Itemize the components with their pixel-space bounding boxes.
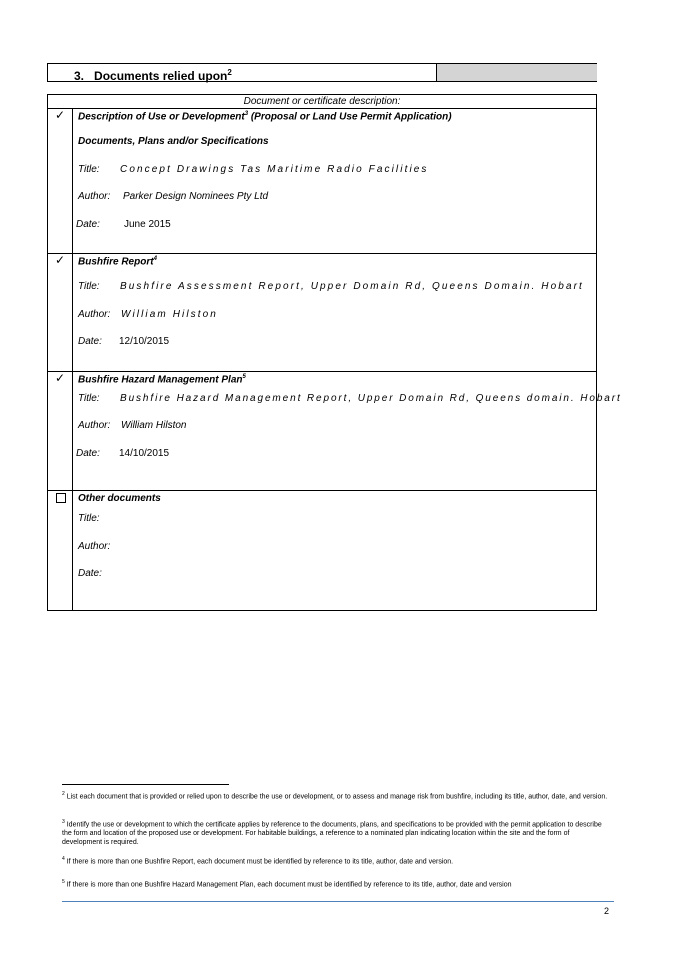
- footnote: [62, 855, 610, 866]
- field-title: [78, 393, 622, 404]
- field-value: William Hilston: [121, 309, 218, 320]
- row-title: Bushfire Hazard Management Plan$^5$: [78, 374, 246, 386]
- field-label: Author:: [78, 309, 111, 320]
- row-title: Other documents: [78, 493, 161, 504]
- section-title: [74, 64, 232, 85]
- table-header: Document or certificate description:: [48, 95, 596, 109]
- field-label: Date:: [76, 448, 100, 459]
- section-footnote-ref: 2: [227, 68, 232, 77]
- documents-table: [47, 94, 622, 611]
- footnote-text: If there is more than one Bushfire Report, each document must be identified by reference to its title, author, date and version.: [66, 858, 454, 866]
- row-subtitle: Documents, Plans and/or Specifications: [78, 136, 269, 147]
- field-date: [76, 448, 169, 459]
- field-author: [78, 420, 186, 431]
- footnote-ref: 4: [153, 256, 157, 262]
- footnote: [62, 818, 610, 847]
- checkmark-icon[interactable]: ✓: [55, 253, 66, 267]
- row-title: Description of Use or Development$^3$ (Proposal or Land Use Permit Application): [78, 111, 452, 123]
- footnote-number: 4: [62, 856, 65, 862]
- field-label: Date:: [78, 336, 102, 347]
- footnote-text: Identify the use or development to which the certificate applies by reference to the documents, plans, and specifications to be provided with the permit application to describe the form and location of the proposed use or development. For habitable buildings, a reference to a nominated plan indicating location within the site and the form of development is required.: [62, 821, 602, 847]
- section-header: [47, 63, 597, 82]
- footnote-number: 5: [62, 879, 65, 885]
- field-value: William Hilston: [121, 420, 187, 431]
- field-title: [78, 164, 429, 175]
- field-author: [78, 309, 218, 320]
- field-title: [78, 281, 584, 292]
- row-divider: [48, 490, 596, 491]
- section-number: 3.: [74, 69, 85, 83]
- footnote: [62, 878, 610, 889]
- footnote-text: List each document that is provided or relied upon to describe the use or development, or to assess and manage risk from bushfire, including its title, author, date, and version.: [66, 793, 608, 801]
- field-label: Author:: [78, 420, 111, 431]
- footnote: [62, 790, 610, 801]
- checkmark-icon[interactable]: ✓: [55, 108, 66, 122]
- footnote-ref: 3: [244, 111, 249, 117]
- field-date: [78, 336, 169, 347]
- field-label: Author:: [78, 191, 111, 202]
- row-title: Bushfire Report$^4$: [78, 256, 157, 268]
- field-label: Title:: [78, 164, 100, 175]
- field-value: Bushfire Assessment Report, Upper Domain Rd, Queens Domain. Hobart: [120, 281, 584, 292]
- field-value: 12/10/2015: [119, 336, 170, 347]
- field-value: Concept Drawings Tas Maritime Radio Facilities: [120, 164, 429, 175]
- row-divider: [48, 253, 596, 254]
- footnote-number: 2: [62, 791, 65, 797]
- field-title: [78, 513, 100, 524]
- field-author: [78, 541, 110, 552]
- field-label: Title:: [78, 393, 100, 404]
- checkbox-icon[interactable]: [56, 493, 66, 503]
- field-label: Date:: [76, 219, 100, 230]
- field-value: Parker Design Nominees Pty Ltd: [123, 191, 269, 202]
- footnote-text: If there is more than one Bushfire Hazard Management Plan, each document must be identified by reference to its title, author, date and version: [66, 881, 512, 889]
- footnote-separator: [62, 784, 229, 785]
- page-number: 2: [604, 906, 610, 916]
- field-label: Title:: [78, 281, 100, 292]
- footnote-number: 3: [62, 819, 65, 825]
- field-date: [78, 568, 102, 579]
- field-label: Title:: [78, 513, 100, 524]
- field-date: [76, 219, 171, 230]
- field-value: June 2015: [124, 219, 171, 230]
- footer-rule: [62, 901, 614, 902]
- field-value: Bushfire Hazard Management Report, Upper Domain Rd, Queens domain. Hobart: [120, 393, 622, 404]
- field-value: 14/10/2015: [119, 448, 170, 459]
- footnote-ref: 5: [242, 374, 246, 380]
- field-label: Author:: [78, 541, 111, 552]
- row-divider: [48, 371, 596, 372]
- section-title-text: Documents relied upon: [94, 69, 228, 83]
- field-label: Date:: [78, 568, 102, 579]
- section-header-shaded-cell: [436, 64, 597, 81]
- column-divider: [72, 109, 73, 610]
- checkmark-icon[interactable]: ✓: [55, 371, 66, 385]
- field-author: [78, 191, 268, 202]
